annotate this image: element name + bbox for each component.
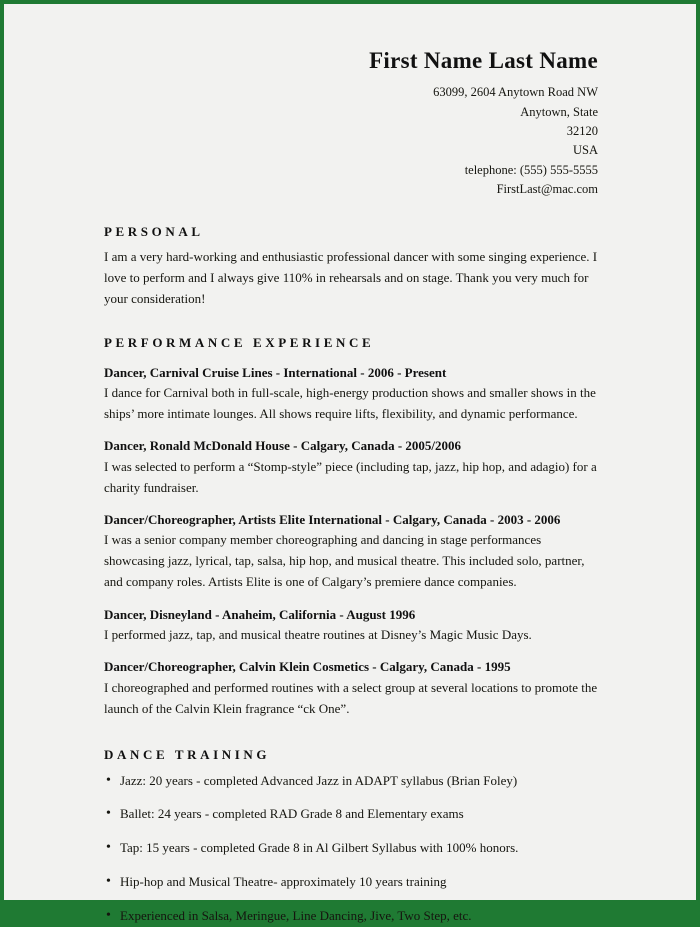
- experience-entry-heading: Dancer/Choreographer, Calvin Klein Cosmetics - Calgary, Canada - 1995: [104, 659, 511, 675]
- dance-training-section: [104, 747, 600, 927]
- training-section-title: DANCE TRAINING: [104, 746, 271, 762]
- resume-page: [4, 4, 696, 923]
- experience-entry-description: I dance for Carnival both in full-scale, high-energy production shows and smaller shows in the ships’ more intimate lounges. All shows require lifts, flexibility, and dynamic performance.: [104, 385, 596, 422]
- contact-country: USA: [572, 143, 598, 158]
- contact-email: FirstLast@mac.com: [496, 182, 598, 197]
- experience-entry: [104, 436, 600, 498]
- list-item: • Jazz: 20 years - completed Advanced Jazz in ADAPT syllabus (Brian Foley): [104, 771, 600, 792]
- contact-address-line-2: Anytown, State: [520, 104, 598, 119]
- experience-entry-heading: Dancer/Choreographer, Artists Elite International - Calgary, Canada - 2003 - 2006: [104, 511, 561, 527]
- personal-section: [104, 224, 600, 309]
- experience-entry-description: I performed jazz, tap, and musical theatre routines at Disney’s Magic Music Days.: [104, 627, 532, 643]
- performance-experience-section: [104, 335, 600, 719]
- contact-postal-code: 32120: [566, 124, 598, 139]
- experience-entry: [104, 510, 600, 593]
- page-title: First Name Last Name: [369, 48, 598, 73]
- experience-entry-heading: Dancer, Ronald McDonald House - Calgary, Canada - 2005/2006: [104, 438, 462, 454]
- personal-summary-text: I am a very hard-working and enthusiastic professional dancer with some singing experience. I love to perform and I always give 110% in rehearsals and on stage. Thank you very much for your consideration!: [104, 248, 598, 306]
- experience-entry-description: I was selected to perform a “Stomp-style” piece (including tap, jazz, hip hop, and adagio) for a charity fundraiser.: [104, 458, 597, 495]
- experience-entry: [104, 657, 600, 719]
- list-item: • Hip-hop and Musical Theatre- approximately 10 years training: [104, 872, 600, 893]
- personal-section-title: PERSONAL: [104, 223, 204, 239]
- training-list: [104, 771, 600, 927]
- experience-entry-heading: Dancer, Carnival Cruise Lines - International - 2006 - Present: [104, 364, 447, 380]
- list-item: • Tap: 15 years - completed Grade 8 in Al Gilbert Syllabus with 100% honors.: [104, 838, 600, 859]
- resume-header: [104, 48, 600, 200]
- contact-address-line-1: 63099, 2604 Anytown Road NW: [433, 85, 598, 100]
- experience-entry-description: I was a senior company member choreographing and dancing in stage performances showcasing jazz, lyrical, tap, salsa, hip hop, and musical theatre. This included solo, partner, and company roles. Artists Elite is one of Calgary’s premiere dance companies.: [104, 532, 585, 590]
- experience-entry-heading: Dancer, Disneyland - Anaheim, California - August 1996: [104, 606, 416, 622]
- contact-telephone: telephone: (555) 555-5555: [464, 162, 598, 177]
- experience-entry: [104, 605, 600, 646]
- list-item: • Ballet: 24 years - completed RAD Grade 8 and Elementary exams: [104, 804, 600, 825]
- list-item: • Experienced in Salsa, Meringue, Line Dancing, Jive, Two Step, etc.: [104, 906, 600, 927]
- experience-entry: [104, 363, 600, 425]
- experience-section-title: PERFORMANCE EXPERIENCE: [104, 334, 375, 350]
- experience-entry-description: I choreographed and performed routines with a select group at several locations to promote the launch of the Calvin Klein fragrance “ck One”.: [104, 679, 598, 716]
